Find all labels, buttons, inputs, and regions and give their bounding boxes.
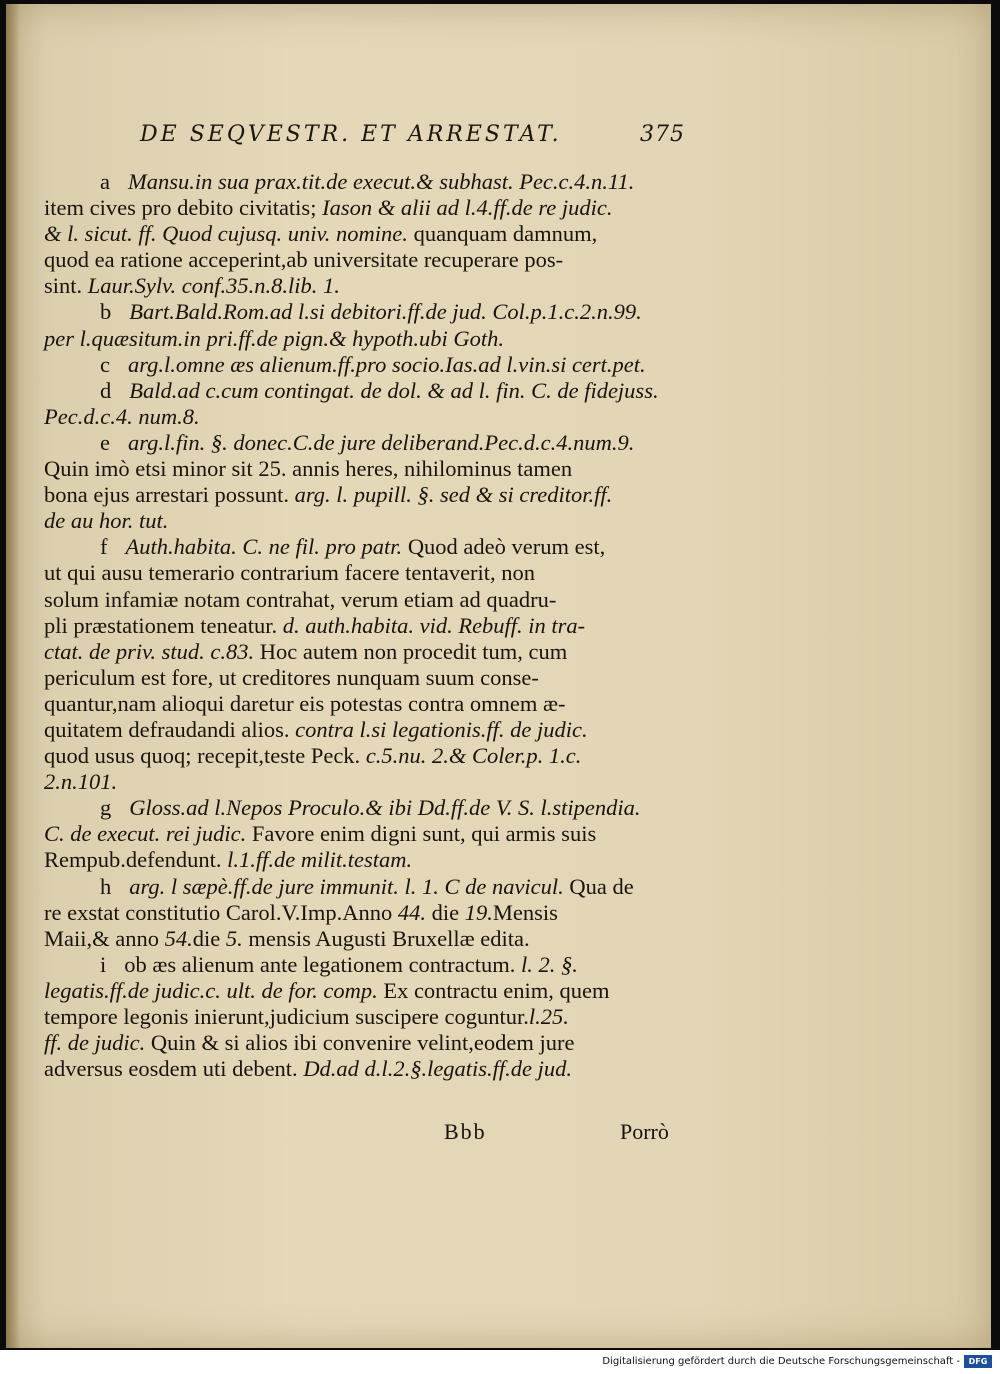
roman-text: die (426, 899, 465, 925)
roman-text: solum infamiæ notam contrahat, verum etiam ad quadru- (44, 586, 557, 612)
roman-text: quod usus quoq; recepit,teste Peck. (44, 743, 366, 769)
text-line (44, 508, 704, 534)
citation-text: arg.l.fin. §. donec.C.de jure deliberand.Pec.d.c.4.num.9. (128, 429, 635, 455)
text-line (44, 326, 704, 352)
note-letter: c (100, 351, 110, 377)
roman-text: quantur,nam alioqui daretur eis potestas contra omnem æ- (44, 690, 566, 716)
text-line (44, 639, 704, 665)
text-line (44, 769, 704, 795)
citation-text: arg. l sæpè.ff.de jure immunit. l. 1. C de navicul. (129, 873, 564, 899)
citation-text: Bart.Bald.Rom.ad l.si debitori.ff.de jud. Col.p.1.c.2.n.99. (129, 299, 642, 325)
credit-text: Digitalisierung gefördert durch die Deutsche Forschungsgemeinschaft - (602, 1356, 960, 1367)
text-line (44, 926, 704, 952)
text-line (44, 560, 704, 586)
roman-text: ob æs alienum ante legationem contractum. (124, 951, 522, 977)
note-letter: g (100, 795, 112, 821)
text-line (44, 717, 704, 743)
roman-text: mensis Augusti Bruxellæ edita. (242, 925, 530, 951)
citation-text: Mansu.in sua prax.tit.de execut.& subhast. Pec.c.4.n.11. (128, 169, 635, 194)
citation-text: contra l.si legationis.ff. de judic. (295, 716, 588, 742)
citation-text: & l. sicut. ff. Quod cujusq. univ. nomine. (44, 221, 408, 247)
roman-text: quod ea ratione acceperint,ab universitate recuperare pos- (44, 247, 564, 273)
text-line (44, 691, 704, 717)
text-line (44, 378, 704, 404)
note-letter: i (100, 951, 107, 977)
page-number: 375 (640, 122, 685, 147)
text-line (44, 169, 704, 195)
roman-text: Qua de (563, 873, 634, 899)
citation-text: Bald.ad c.cum contingat. de dol. & ad l. fin. C. de fidejuss. (129, 377, 659, 403)
roman-text: Ex contractu enim, quem (377, 977, 610, 1003)
citation-text: d. auth.habita. vid. Rebuff. in tra- (282, 612, 586, 638)
text-line (44, 404, 704, 430)
citation-text: 54. (164, 925, 193, 951)
citation-text: ff. de judic. (44, 1030, 146, 1056)
note-letter: f (100, 534, 108, 560)
text-line (44, 430, 704, 456)
roman-text: Rempub.defendunt. (44, 847, 228, 873)
roman-text: Quin & si alios ibi convenire velint,eodem jure (145, 1030, 575, 1056)
roman-text: tempore legonis inierunt,judicium suscipere coguntur. (44, 1004, 529, 1029)
note-letter: b (100, 299, 112, 325)
roman-text: Mensis (492, 899, 558, 925)
citation-text: C. de execut. rei judic. (44, 821, 247, 847)
roman-text: adversus eosdem uti debent. (44, 1056, 304, 1082)
text-line (44, 247, 704, 273)
text-line (44, 613, 704, 639)
text-line (44, 1004, 704, 1030)
roman-text: Maii,& anno (44, 925, 165, 951)
text-line (44, 1056, 704, 1082)
text-line (44, 665, 704, 691)
citation-text: arg. l. pupill. §. sed & si creditor.ff. (294, 482, 613, 508)
text-line (44, 821, 704, 847)
citation-text: Pec.d.c.4. num.8. (44, 403, 200, 429)
citation-text: 44. (397, 899, 427, 925)
book-page (6, 4, 991, 1348)
text-line (44, 456, 704, 482)
credit-bar (0, 1350, 1000, 1374)
dfg-logo: DFG (964, 1355, 992, 1368)
citation-text: Gloss.ad l.Nepos Proculo.& ibi Dd.ff.de V. S. l.stipendia. (129, 795, 641, 821)
note-letter: a (100, 169, 110, 194)
citation-text: l. 2. §. (521, 951, 578, 977)
text-line (44, 352, 704, 378)
citation-text: Iason & alii ad l.4.ff.de re judic. (322, 195, 613, 221)
citation-text: Auth.habita. C. ne fil. pro patr. (125, 534, 403, 560)
citation-text: c.5.nu. 2.& Coler.p. 1.c. (365, 743, 582, 769)
roman-text: quanquam damnum, (407, 221, 598, 247)
roman-text: item cives pro debito civitatis; (44, 195, 323, 221)
text-line (44, 195, 704, 221)
citation-text: Dd.ad d.l.2.§.legatis.ff.de jud. (303, 1056, 573, 1082)
roman-text: die (192, 925, 226, 951)
note-letter: d (100, 377, 112, 403)
roman-text: quitatem defraudandi alios. (44, 716, 296, 742)
citation-text: l.1.ff.de milit.testam. (227, 847, 413, 873)
text-line (44, 534, 704, 560)
text-line (44, 273, 704, 299)
citation-text: l.25. (528, 1004, 569, 1029)
roman-text: Favore enim digni sunt, qui armis suis (246, 821, 597, 847)
citation-text: Laur.Sylv. conf.35.n.8.lib. 1. (87, 273, 340, 299)
roman-text: ut qui ausu temerario contrarium facere tentaverit, non (44, 560, 536, 586)
text-line (44, 795, 704, 821)
text-line (44, 874, 704, 900)
text-line (44, 1030, 704, 1056)
citation-text: 5. (225, 925, 243, 951)
roman-text: re exstat constitutio Carol.V.Imp.Anno (44, 899, 398, 925)
roman-text: periculum est fore, ut creditores nunquam suum conse- (44, 664, 539, 690)
roman-text: pli præstationem teneatur. (44, 612, 283, 638)
citation-text: per l.quæsitum.in pri.ff.de pign.& hypoth.ubi Goth. (44, 325, 504, 351)
catchword: Porrò (620, 1119, 669, 1144)
citation-text: arg.l.omne æs alienum.ff.pro socio.Ias.ad l.vin.si cert.pet. (128, 351, 646, 377)
citation-text: ctat. de priv. stud. c.83. (44, 638, 255, 664)
citation-text: 2.n.101. (44, 769, 118, 795)
body-text (44, 169, 704, 1082)
citation-text: de au hor. tut. (44, 508, 169, 534)
roman-text: Quin imò etsi minor sit 25. annis heres, nihilominus tamen (44, 456, 573, 482)
text-line (44, 221, 704, 247)
citation-text: 19. (464, 899, 493, 925)
citation-text: legatis.ff.de judic.c. ult. de for. comp. (44, 977, 378, 1003)
text-line (44, 847, 704, 873)
text-line (44, 978, 704, 1004)
note-letter: e (100, 429, 110, 455)
roman-text: bona ejus arrestari possunt. (44, 482, 295, 508)
running-head-title: DE SEQVESTR. ET ARRESTAT. (140, 122, 562, 147)
text-line (44, 299, 704, 325)
text-line (44, 952, 704, 978)
text-line (44, 900, 704, 926)
text-line (44, 482, 704, 508)
roman-text: Hoc autem non procedit tum, cum (254, 638, 568, 664)
roman-text: sint. (44, 273, 88, 299)
text-line (44, 743, 704, 769)
note-letter: h (100, 873, 112, 899)
roman-text: Quod adeò verum est, (402, 534, 606, 560)
signature-mark: Bbb (444, 1119, 487, 1144)
text-line (44, 587, 704, 613)
